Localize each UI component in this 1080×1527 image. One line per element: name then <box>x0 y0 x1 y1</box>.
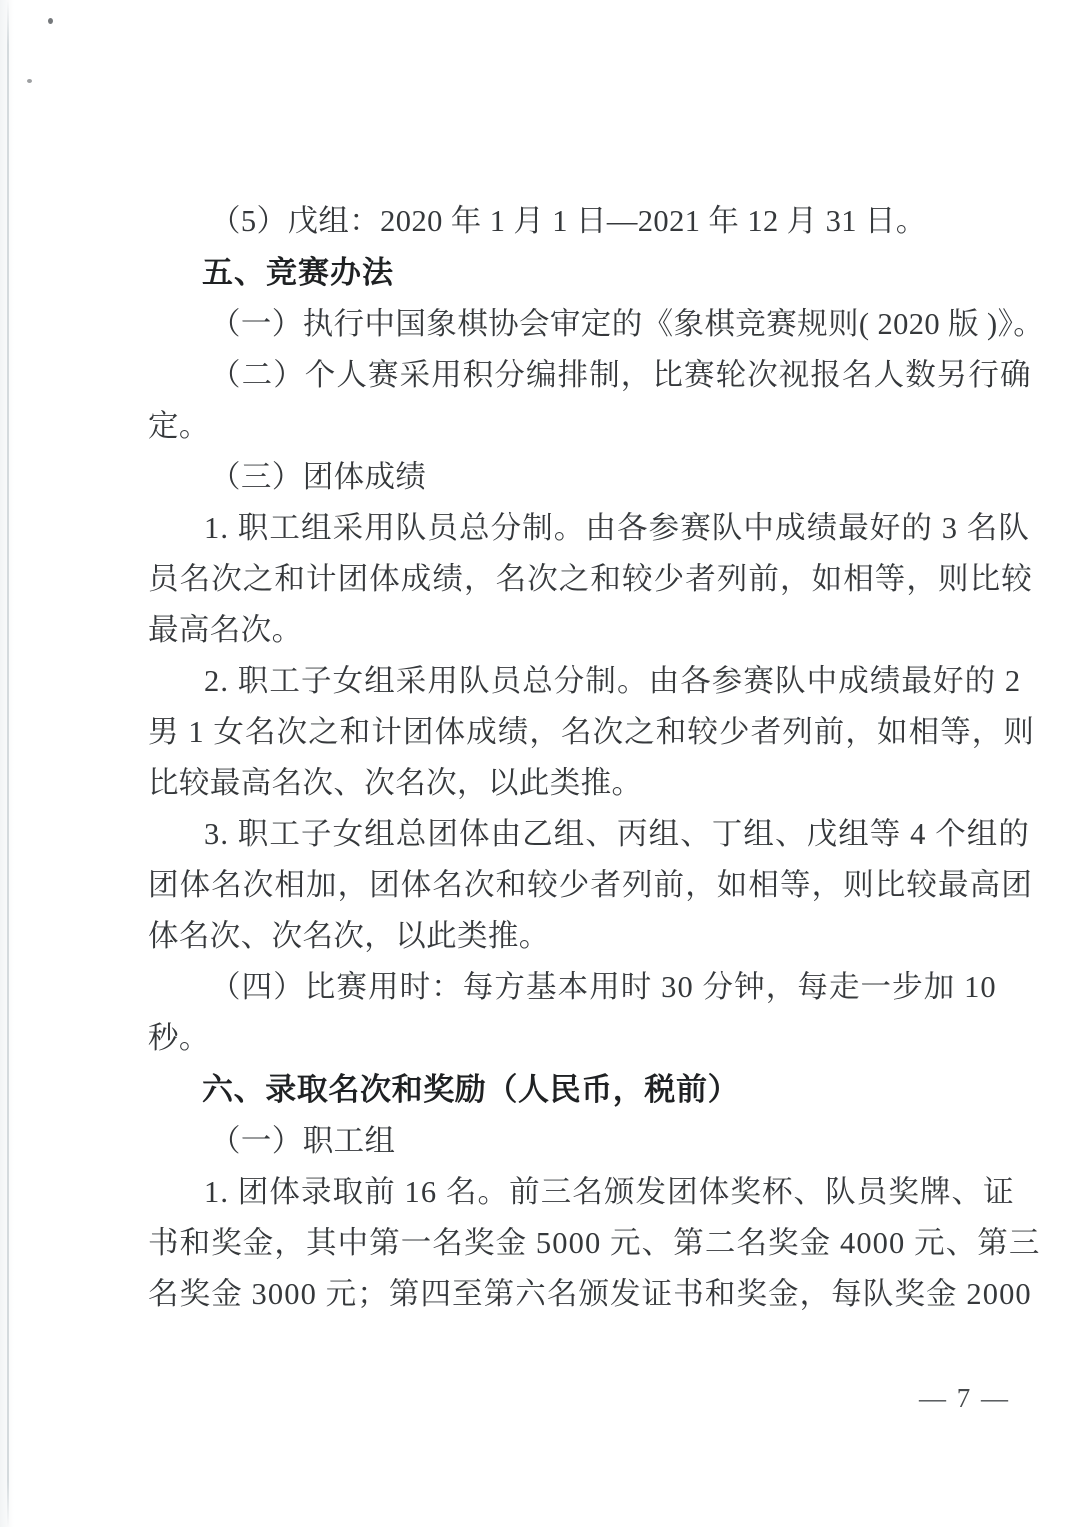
clause-one-staff-group-title: （一）职工组 <box>210 1124 396 1158</box>
clause-four-time-control-line-1: （四）比赛用时：每方基本用时 30 分钟，每走一步加 10 <box>210 970 997 1004</box>
page-number: — 7 — <box>919 1383 1010 1413</box>
scan-edge-artifact <box>7 0 9 1527</box>
scan-speck-artifact <box>27 79 32 83</box>
clause-two-individual-line-2: 定。 <box>148 409 210 443</box>
clause-three-team-score-title: （三）团体成绩 <box>210 460 427 494</box>
item-3-total-team-line-1: 3. 职工子女组总团体由乙组、丙组、丁组、戊组等 4 个组的 <box>204 817 1030 851</box>
item-3-total-team-line-3: 体名次、次名次，以此类推。 <box>148 919 550 953</box>
item-1-staff-group-line-3: 最高名次。 <box>148 613 303 647</box>
paragraph-group-e-birthdate: （5）戊组：2020 年 1 月 1 日—2021 年 12 月 31 日。 <box>210 204 927 238</box>
item-2-children-group-line-2: 男 1 女名次之和计团体成绩，名次之和较少者列前，如相等，则 <box>148 715 1035 749</box>
item-3-total-team-line-2: 团体名次相加，团体名次和较少者列前，如相等，则比较最高团 <box>148 868 1033 902</box>
award-item-1-line-1: 1. 团体录取前 16 名。前三名颁发团体奖杯、队员奖牌、证 <box>204 1175 1015 1209</box>
clause-two-individual-line-1: （二）个人赛采用积分编排制，比赛轮次视报名人数另行确 <box>210 358 1032 392</box>
item-1-staff-group-line-2: 员名次之和计团体成绩，名次之和较少者列前，如相等，则比较 <box>148 562 1033 596</box>
section-heading-five: 五、竞赛办法 <box>202 255 394 290</box>
clause-one-rules: （一）执行中国象棋协会审定的《象棋竞赛规则( 2020 版 )》。 <box>210 307 1045 341</box>
award-item-1-line-2: 书和奖金，其中第一名奖金 5000 元、第二名奖金 4000 元、第三 <box>148 1226 1041 1260</box>
clause-four-time-control-line-2: 秒。 <box>148 1021 210 1055</box>
item-2-children-group-line-1: 2. 职工子女组采用队员总分制。由各参赛队中成绩最好的 2 <box>204 664 1022 698</box>
section-heading-six: 六、录取名次和奖励（人民币，税前） <box>202 1072 740 1107</box>
item-2-children-group-line-3: 比较最高名次、次名次，以此类推。 <box>148 766 643 800</box>
scan-speck-artifact <box>48 18 53 24</box>
item-1-staff-group-line-1: 1. 职工组采用队员总分制。由各参赛队中成绩最好的 3 名队 <box>204 511 1030 545</box>
award-item-1-line-3: 名奖金 3000 元；第四至第六名颁发证书和奖金，每队奖金 2000 <box>148 1277 1032 1311</box>
document-text-body <box>148 196 1045 1320</box>
